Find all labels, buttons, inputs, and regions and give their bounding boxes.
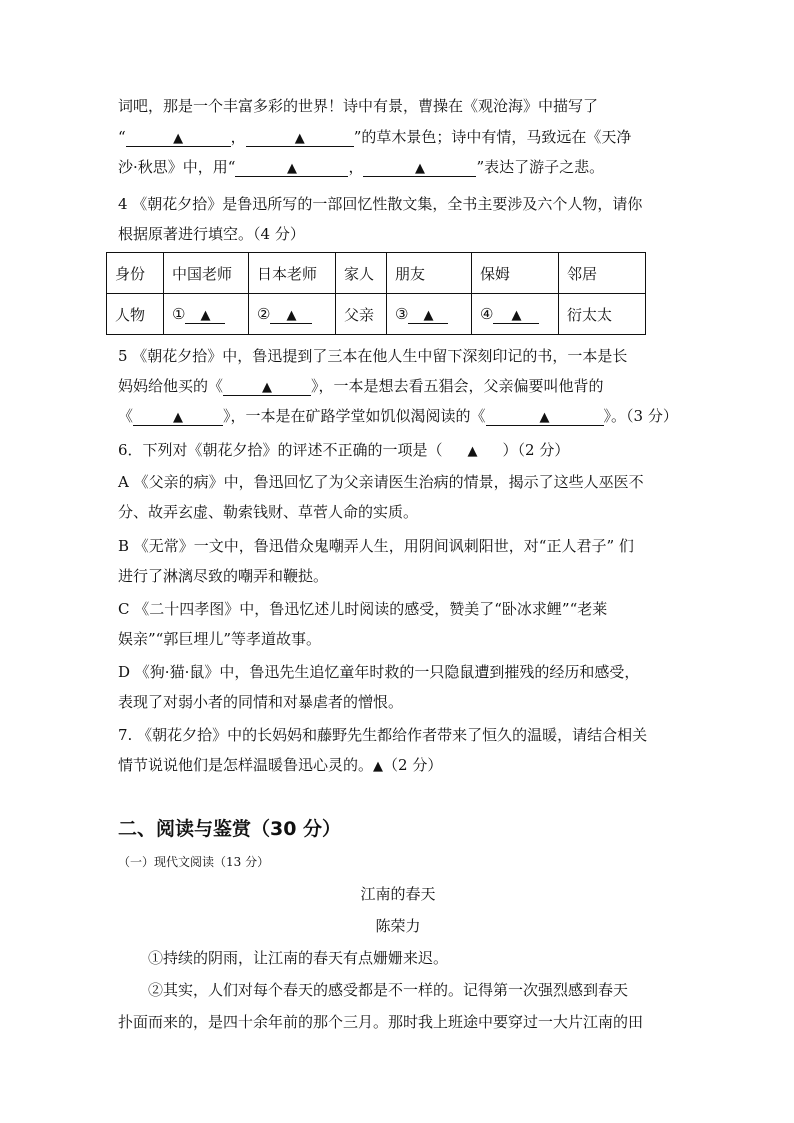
section-heading: 二、阅读与鉴赏（30 分） [118,818,342,840]
q7-line-1: 7. 《朝花夕拾》中的长妈妈和藤野先生都给作者带来了恒久的温暖，请结合相关 [118,726,648,744]
q4-line-2: 根据原著进行填空。（4 分） [118,225,305,243]
answer-blank[interactable] [363,158,476,177]
article-title: 江南的春天 [360,885,436,903]
table-cell: 家人 [336,253,387,294]
triangle-marker: ▲ [467,444,478,459]
q6-option-b-line-1: B 《无常》一文中，鲁迅借众鬼嘲弄人生，用阴间讽刺阳世，对“正人君子” 们 [118,537,634,555]
q6-option-d-line-1: D 《狗·猫·鼠》中，鲁迅先生追忆童年时救的一只隐鼠遭到摧残的经历和感受， [118,663,640,681]
table-cell: 保姆 [472,253,559,294]
answer-blank[interactable] [270,305,312,324]
q7-line-2: 情节说说他们是怎样温暖鲁迅心灵的。▲（2 分） [118,756,443,774]
intro-line-3: 沙·秋思》中，用“ ▲ ， ▲ ”表达了游子之悲。 [118,158,605,176]
answer-blank[interactable] [408,305,448,324]
q6-option-c-line-2: 娱亲”“郭巨埋儿”等孝道故事。 [118,630,322,648]
table-cell: 身份 [107,253,164,294]
q5-line-1: 5 《朝花夕拾》中，鲁迅提到了三本在他人生中留下深刻印记的书，一本是长 [118,347,628,365]
table-cell: ① ▲ [164,294,249,335]
intro-line-1: 词吧，那是一个丰富多彩的世界！诗中有景，曹操在《观沧海》中描写了 [118,97,599,115]
table-cell: ③ ▲ [387,294,472,335]
answer-blank[interactable] [235,158,348,177]
triangle-marker: ▲ [511,307,522,323]
q6-option-b-line-2: 进行了淋漓尽致的嘲弄和鞭挞。 [118,567,329,585]
table-cell: 中国老师 [164,253,249,294]
triangle-marker: ▲ [423,307,434,323]
paragraph-2-line-1: ②其实，人们对每个春天的感受都是不一样的。记得第一次强烈感到春天 [148,981,629,999]
answer-blank[interactable] [185,305,225,324]
triangle-marker: ▲ [414,161,425,176]
q6-option-a-line-2: 分、故弄玄虚、勒索钱财、草菅人命的实质。 [118,503,419,521]
table-cell: 邻居 [559,253,646,294]
table-cell: 人物 [107,294,164,335]
answer-blank[interactable] [493,305,539,324]
paragraph-2-line-2: 扑面而来的，是四十余年前的那个三月。那时我上班途中要穿过一大片江南的田 [118,1013,644,1031]
q6-stem: 6．下列对《朝花夕拾》的评述不正确的一项是（ ▲ ）（2 分） [118,440,569,460]
triangle-marker: ▲ [173,131,184,146]
triangle-marker: ▲ [200,307,211,323]
table-cell: 朋友 [387,253,472,294]
q6-option-c-line-1: C 《二十四孝图》中，鲁迅忆述儿时阅读的感受，赞美了“卧冰求鲤”“老莱 [118,600,608,618]
triangle-marker: ▲ [539,410,550,425]
table-cell: ④ ▲ [472,294,559,335]
answer-slot[interactable] [443,440,503,462]
q6-option-d-line-2: 表现了对弱小者的同情和对暴虐者的憎恨。 [118,693,404,711]
table-cell: ② ▲ [249,294,336,335]
answer-blank[interactable] [246,128,354,147]
triangle-marker: ▲ [286,307,297,323]
triangle-marker: ▲ [294,131,305,146]
table-cell: 衍太太 [559,294,646,335]
subsection-label: （一）现代文阅读（13 分） [118,855,270,869]
paragraph-1: ①持续的阴雨，让江南的春天有点姗姗来迟。 [148,949,449,967]
answer-blank[interactable] [133,407,223,426]
table-header-row [107,253,646,294]
intro-line-2: “ ▲ ， ▲ ”的草木景色；诗中有情，马致远在《天净 [118,128,632,146]
q4-line-1: 4 《朝花夕拾》是鲁迅所写的一部回忆性散文集，全书主要涉及六个人物，请你 [118,195,643,213]
article-author: 陈荣力 [375,917,421,935]
q4-table [106,252,646,335]
triangle-marker: ▲ [262,380,273,395]
answer-blank[interactable] [126,128,231,147]
triangle-marker: ▲ [173,410,184,425]
table-cell: 日本老师 [249,253,336,294]
answer-blank[interactable] [486,407,604,426]
table-row [107,294,646,335]
q6-option-a-line-1: A 《父亲的病》中，鲁迅回忆了为父亲请医生治病的情景，揭示了这些人巫医不 [118,473,644,491]
table-cell: 父亲 [336,294,387,335]
answer-blank[interactable] [223,377,311,396]
q5-line-2: 妈妈给他买的《 ▲ 》，一本是想去看五猖会，父亲偏要叫他背的 [118,377,604,395]
q5-line-3: 《 ▲ 》，一本是在矿路学堂如饥似渴阅读的《 ▲ 》。（3 分） [118,407,678,425]
triangle-marker: ▲ [373,759,384,774]
triangle-marker: ▲ [286,161,297,176]
